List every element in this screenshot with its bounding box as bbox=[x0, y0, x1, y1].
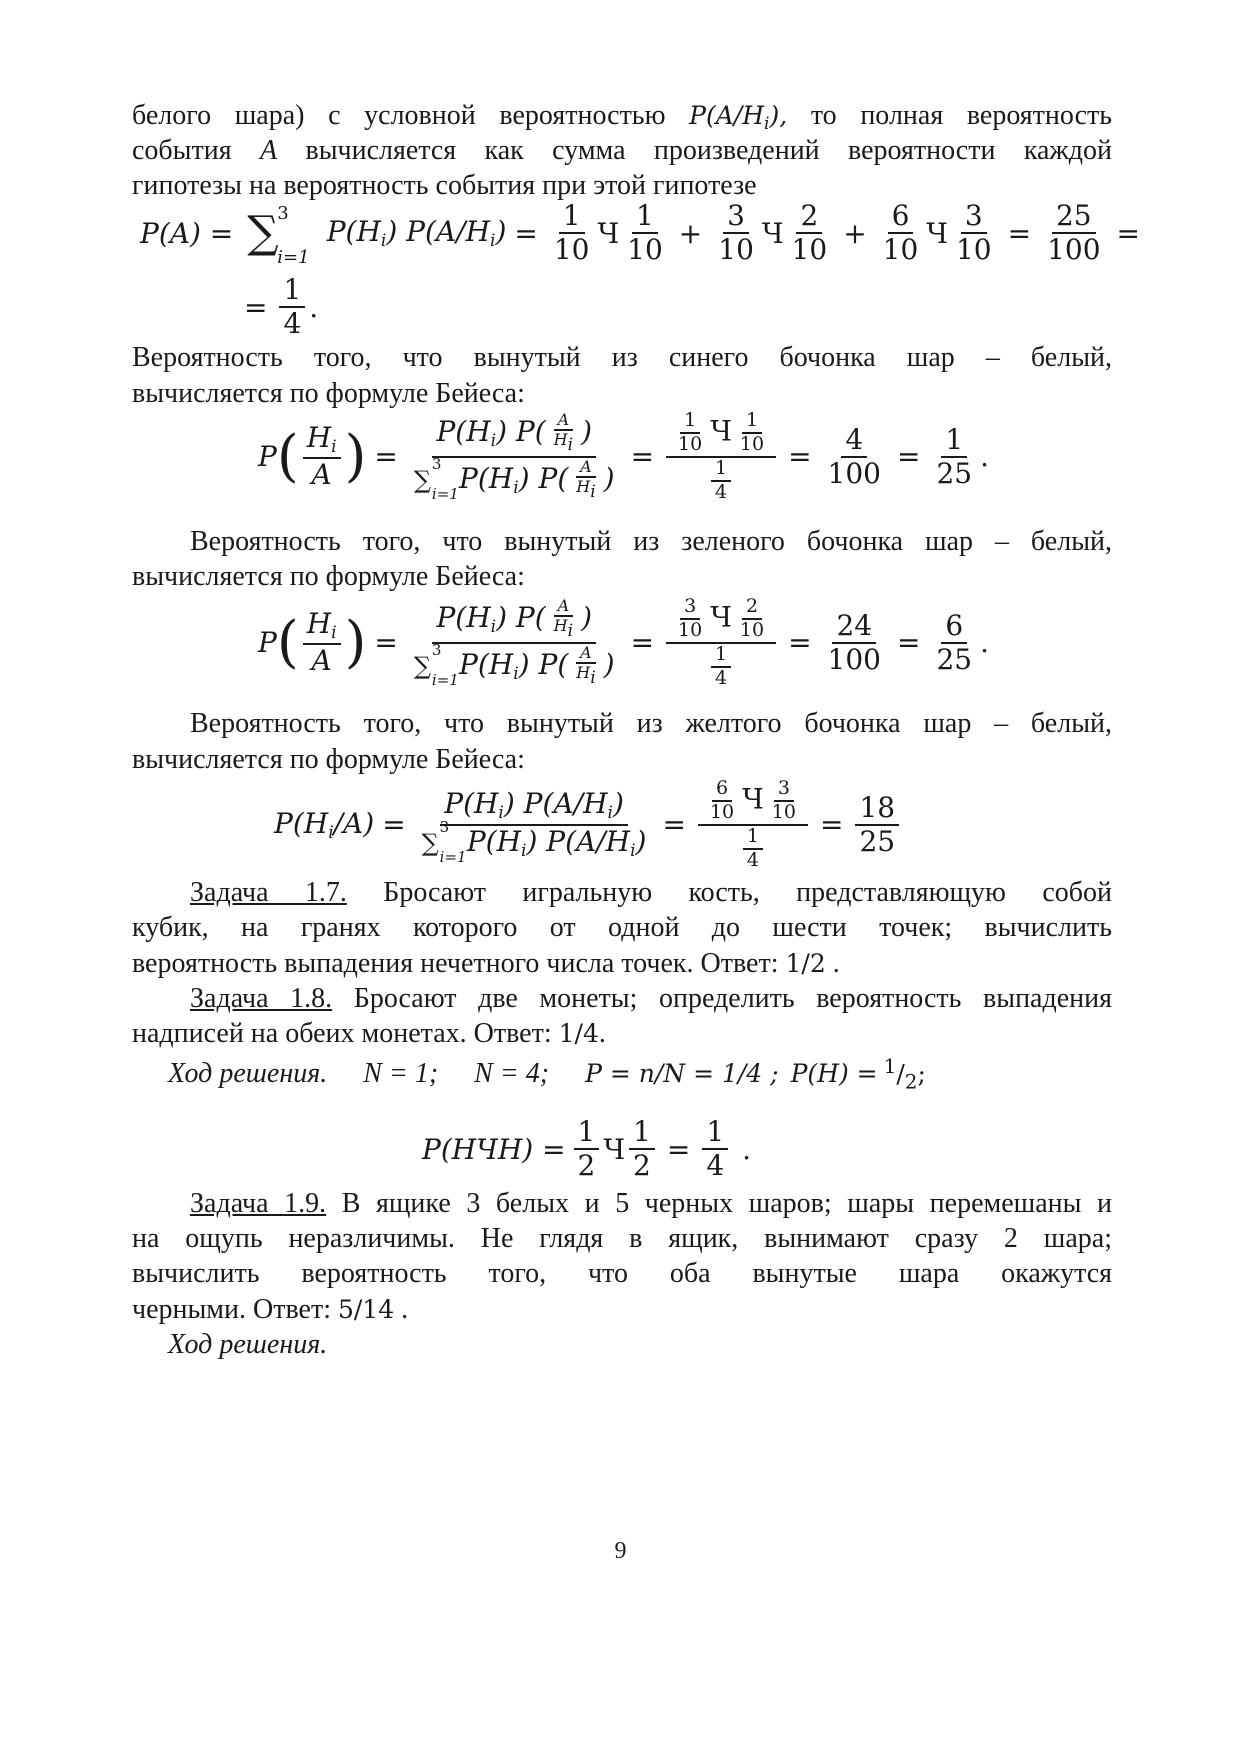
task18-solution-label: Ход решения. bbox=[168, 1057, 328, 1089]
task17-line3: вероятность выпадения нечетного числа точек. Ответ: 1/2 . bbox=[132, 948, 840, 979]
equation-total-probability: P(A) = ∑ 3 i=1 $P(H_i)$ $P(A/H_i)$ = $\frac{1}{10}$ Ч $\frac{1}{10}$ + $\frac{3}{10}$ Ч $\frac{2}{10}$ + $\frac{6}{10}$ Ч $\frac{3}{10}$ = $\frac{25}{100}$ = bbox=[140, 199, 1140, 269]
sum-symbol: ∑ 3 i=1 bbox=[247, 203, 310, 269]
task19-answer: 5/14 bbox=[337, 1295, 395, 1324]
para4-line2: вычисляется по формуле Бейеса: bbox=[132, 744, 525, 775]
para3-line2: вычисляется по формуле Бейеса: bbox=[132, 561, 525, 592]
page-number: 9 bbox=[614, 1538, 627, 1564]
para1-line2: события A вычисляется как сумма произведений вероятности каждой bbox=[132, 135, 1113, 166]
task19-line1: Задача 1.9. В ящике 3 белых и 5 черных шаров; шары перемешаны и bbox=[190, 1188, 1113, 1219]
para1-line1: белого шара) с условной вероятностью $P(A/H_i)$, то полная вероятность bbox=[132, 100, 1113, 134]
task19-solution-label: Ход решения. bbox=[168, 1329, 328, 1360]
equation-bayes-blue: P ( $\frac{H_i}{A}$ ) = $P(H_i)$ P( $\frac{A}{H_i}$ ) ∑ 3 i=1 $P(H_i)$ P( $\frac{A}{H_i}$ ) = $\frac{1}{10}$ Ч $\frac{1}{10}$ $\frac{1}{4}$ = $\frac{4}{100}$ = $\frac{1}{25}$ . bbox=[258, 409, 990, 504]
task19-line3: вычислить вероятность того, что оба вынутые шара окажутся bbox=[132, 1258, 1112, 1289]
task18-answer: 1/4 bbox=[558, 1019, 599, 1048]
task19-line2: на ощупь неразличимы. Не глядя в ящик, вынимают сразу 2 шара; bbox=[132, 1223, 1112, 1254]
task19-label: Задача 1.9. bbox=[190, 1188, 327, 1219]
task18-line2: надписей на обеих монетах. Ответ: 1/4. bbox=[132, 1018, 606, 1049]
task19-line4: черными. Ответ: 5/14 . bbox=[132, 1294, 409, 1325]
para2-line1: Вероятность того, что вынутый из синего бочонка шар – белый, bbox=[132, 342, 1112, 373]
task17-label: Задача 1.7. bbox=[190, 877, 347, 908]
equation-bayes-yellow: $P(H_i/A)$ = $P(H_i)$ $P(A/H_i)$ ∑ 3 i=1 $P(H_i)$ $P(A/H_i)$ = $\frac{6}{10}$ Ч $\frac{3}{10}$ $\frac{1}{4}$ = $\frac{18}{25}$ bbox=[274, 778, 903, 871]
equation-bayes-green: P ( $\frac{H_i}{A}$ ) = $P(H_i)$ P( $\frac{A}{H_i}$ ) ∑ 3 i=1 $P(H_i)$ P( $\frac{A}{H_i}$ ) = $\frac{3}{10}$ Ч $\frac{2}{10}$ $\frac{1}{4}$ = $\frac{24}{100}$ = $\frac{6}{25}$ . bbox=[258, 595, 990, 690]
task17-line2: кубик, на гранях которого от одной до шести точек; вычислить bbox=[132, 912, 1112, 943]
task18-solution-line: Ход решения. N = 1; N = 4; P = n/N = 1/4 ; P(H) = $^1/_2$ ; bbox=[168, 1054, 926, 1094]
para1-line3: гипотезы на вероятность события при этой гипотезе bbox=[132, 170, 757, 201]
task17-answer: 1/2 bbox=[785, 949, 826, 978]
para3-line1: Вероятность того, что вынутый из зеленого бочонка шар – белый, bbox=[190, 526, 1112, 557]
task18-label: Задача 1.8. bbox=[190, 983, 333, 1014]
task17-line1: Задача 1.7. Бросают игральную кость, представляющую собой bbox=[190, 877, 1112, 908]
para2-line2: вычисляется по формуле Бейеса: bbox=[132, 378, 525, 409]
equation-two-heads: P(HЧH) = $\frac{1}{2}$ Ч $\frac{1}{2}$ = $\frac{1}{4}$ . bbox=[422, 1115, 752, 1183]
equation-total-result: = $\frac{1}{4}$ . bbox=[244, 273, 319, 341]
task18-line1: Задача 1.8. Бросают две монеты; определить вероятность выпадения bbox=[190, 983, 1113, 1014]
para4-line1: Вероятность того, что вынутый из желтого бочонка шар – белый, bbox=[190, 708, 1112, 739]
